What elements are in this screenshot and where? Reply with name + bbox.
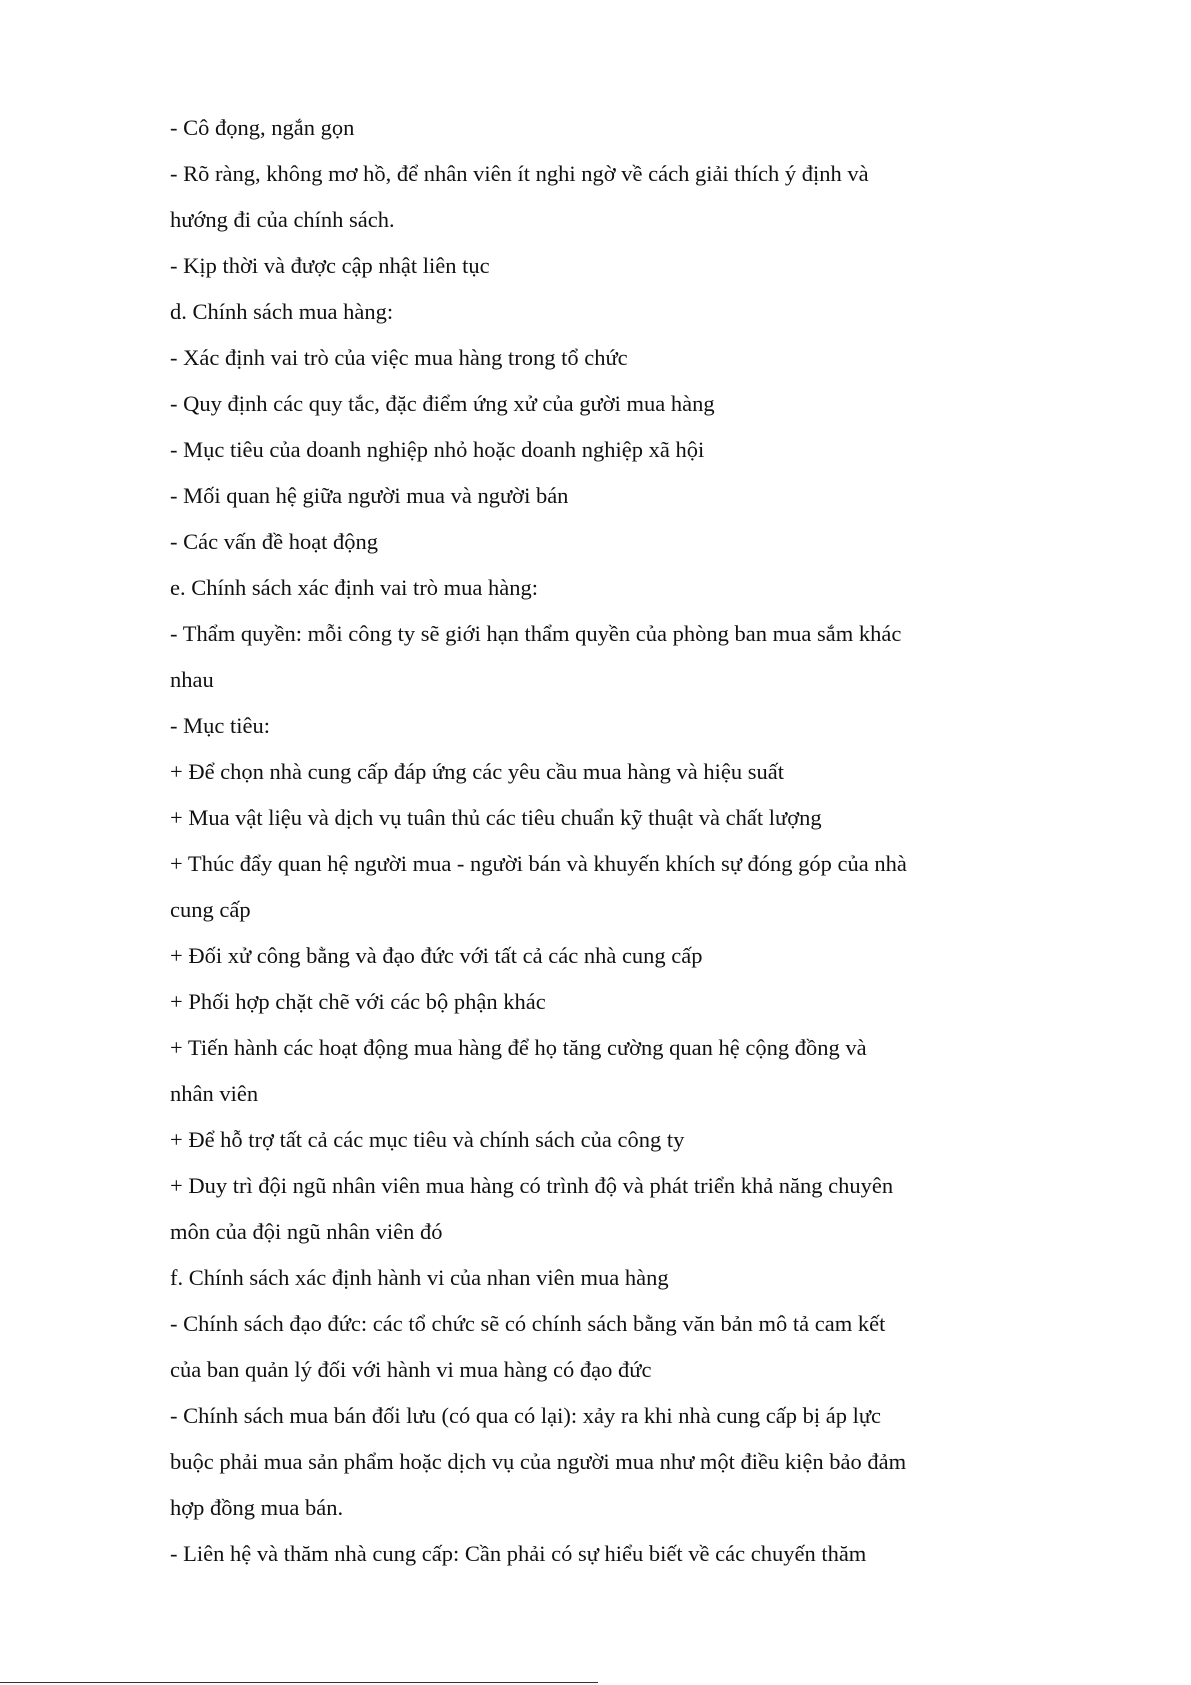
section-heading-e: e. Chính sách xác định vai trò mua hàng: bbox=[170, 575, 539, 600]
text-line: hướng đi của chính sách. bbox=[170, 207, 395, 232]
text-line: - Các vấn đề hoạt động bbox=[170, 529, 379, 554]
text-line: của ban quản lý đối với hành vi mua hàng có đạo đức bbox=[170, 1357, 652, 1382]
text-line: - Rõ ràng, không mơ hồ, để nhân viên ít nghi ngờ về cách giải thích ý định và bbox=[170, 161, 869, 186]
text-line: - Mục tiêu: bbox=[170, 713, 270, 738]
text-line: môn của đội ngũ nhân viên đó bbox=[170, 1219, 443, 1244]
text-line: - Mối quan hệ giữa người mua và người bán bbox=[170, 483, 569, 508]
text-line: + Để chọn nhà cung cấp đáp ứng các yêu cầu mua hàng và hiệu suất bbox=[170, 759, 785, 784]
text-line: - Cô đọng, ngắn gọn bbox=[170, 115, 355, 140]
text-line: + Đối xử công bằng và đạo đức với tất cả các nhà cung cấp bbox=[170, 943, 703, 968]
text-line: nhau bbox=[170, 667, 214, 692]
section-heading-f: f. Chính sách xác định hành vi của nhan viên mua hàng bbox=[170, 1265, 669, 1290]
footnote-divider bbox=[0, 1682, 598, 1683]
text-line: + Để hỗ trợ tất cả các mục tiêu và chính sách của công ty bbox=[170, 1127, 685, 1152]
text-line: + Mua vật liệu và dịch vụ tuân thủ các tiêu chuẩn kỹ thuật và chất lượng bbox=[170, 805, 822, 830]
text-line: + Tiến hành các hoạt động mua hàng để họ tăng cường quan hệ cộng đồng và bbox=[170, 1035, 867, 1060]
text-line: + Thúc đẩy quan hệ người mua - người bán và khuyến khích sự đóng góp của nhà bbox=[170, 851, 907, 876]
section-heading-d: d. Chính sách mua hàng: bbox=[170, 299, 394, 324]
text-line: - Liên hệ và thăm nhà cung cấp: Cần phải có sự hiểu biết về các chuyến thăm bbox=[170, 1541, 867, 1566]
text-line: - Chính sách mua bán đối lưu (có qua có lại): xảy ra khi nhà cung cấp bị áp lực bbox=[170, 1403, 882, 1428]
text-line: - Kịp thời và được cập nhật liên tục bbox=[170, 253, 490, 278]
text-line: hợp đồng mua bán. bbox=[170, 1495, 344, 1520]
text-line: - Mục tiêu của doanh nghiệp nhỏ hoặc doanh nghiệp xã hội bbox=[170, 437, 705, 462]
body-text bbox=[170, 105, 1070, 1577]
text-line: nhân viên bbox=[170, 1081, 259, 1106]
text-line: + Duy trì đội ngũ nhân viên mua hàng có trình độ và phát triển khả năng chuyên bbox=[170, 1173, 894, 1198]
text-line: + Phối hợp chặt chẽ với các bộ phận khác bbox=[170, 989, 546, 1014]
text-line: - Quy định các quy tắc, đặc điểm ứng xử của gười mua hàng bbox=[170, 391, 715, 416]
text-line: cung cấp bbox=[170, 897, 251, 922]
text-line: - Chính sách đạo đức: các tổ chức sẽ có chính sách bằng văn bản mô tả cam kết bbox=[170, 1311, 886, 1336]
text-line: - Xác định vai trò của việc mua hàng trong tổ chức bbox=[170, 345, 628, 370]
text-line: buộc phải mua sản phẩm hoặc dịch vụ của người mua như một điều kiện bảo đảm bbox=[170, 1449, 907, 1474]
text-line: - Thẩm quyền: mỗi công ty sẽ giới hạn thẩm quyền của phòng ban mua sắm khác bbox=[170, 621, 902, 646]
